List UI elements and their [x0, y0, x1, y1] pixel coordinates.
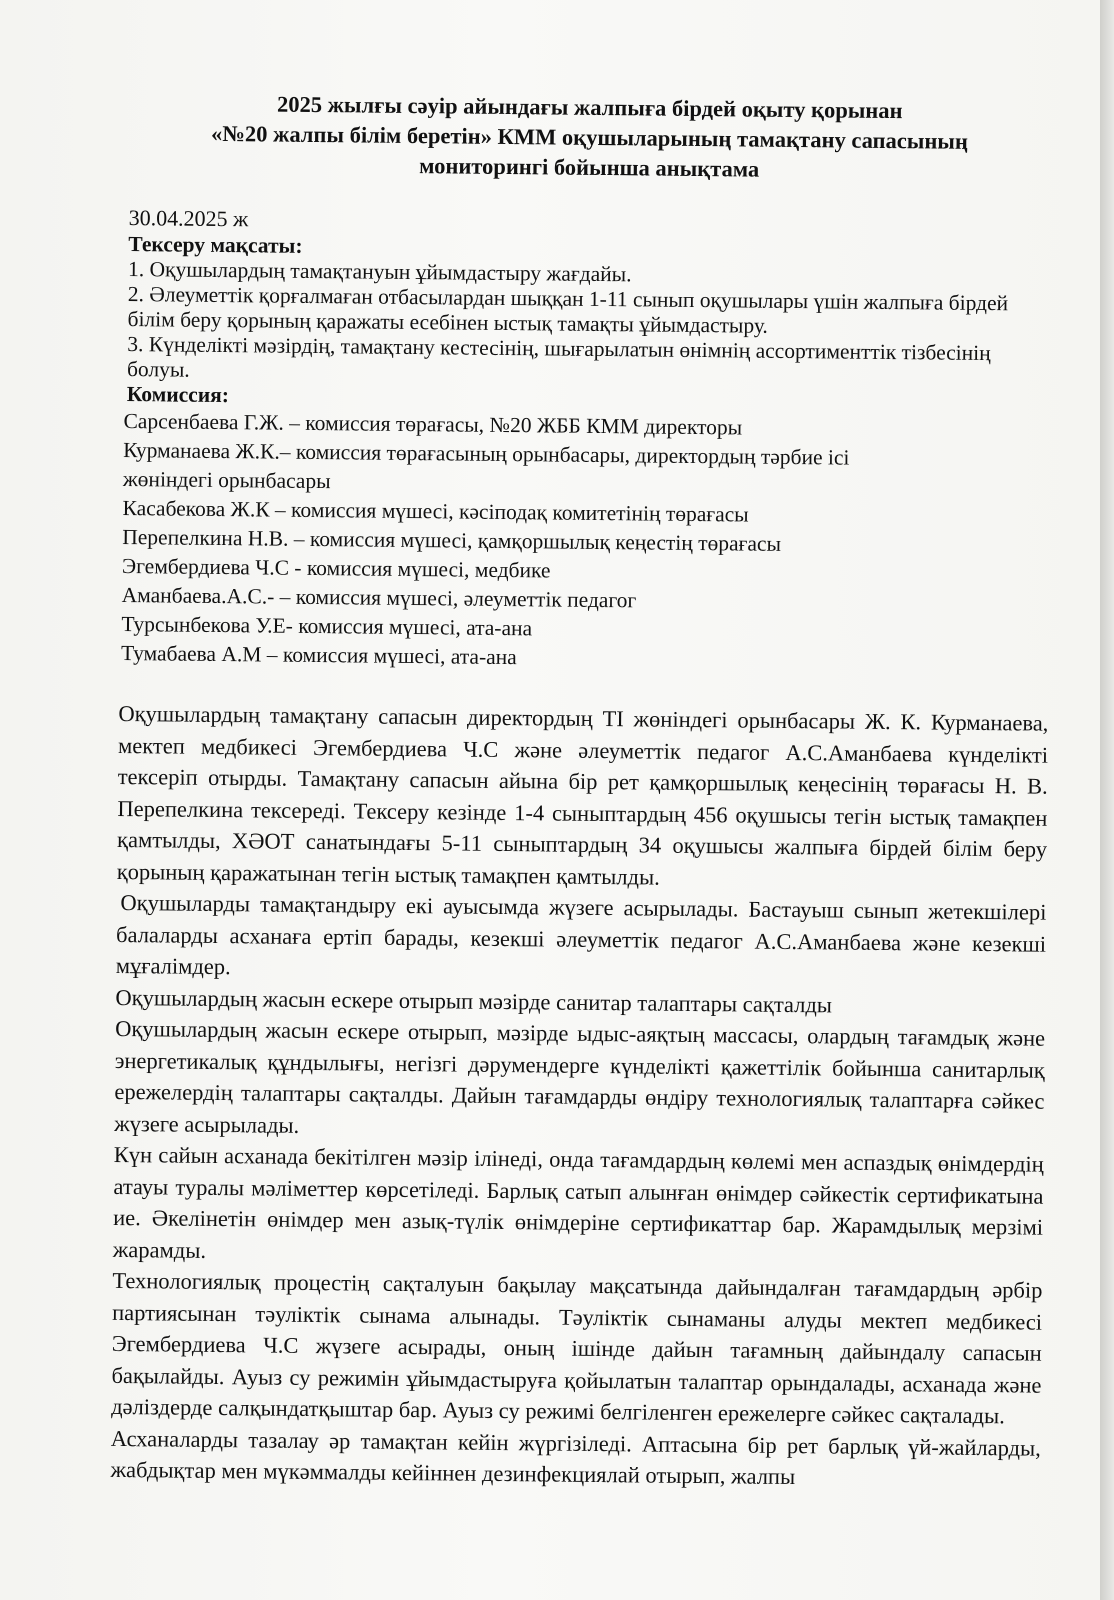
commission-member: Аманбаева.А.С.- – комиссия мүшесі, әлеуметтік педагог — [121, 582, 637, 613]
body-paragraph: Оқушыларды тамақтандыру екі ауысымда жүзеге асырылады. Бастауыш сынып жетекшілері балаларды асханаға ертіп барады, кезекші әлеуметтік педагог А.С.Аманбаева және кезекші мұғалімдер. — [115, 889, 1047, 980]
document-body — [110, 698, 1048, 1495]
commission-member: Турсынбекова У.Е- комиссия мүшесі, ата-ана — [121, 611, 533, 641]
document — [110, 88, 1055, 1495]
commission-heading: Комиссия: — [126, 382, 230, 408]
title-line: мониторингі бойынша анықтама — [419, 153, 760, 182]
title-line: 2025 жылғы сәуір айындағы жалпыға бірдей оқыту қорынан — [276, 91, 903, 124]
body-paragraph: Оқушылардың тамақтану сапасын директордың ТІ жөніндегі орынбасары Ж. К. Курманаева, мектеп медбикесі Эгембердиева Ч.С және әлеуметтік педагог А.С.Аманбаева күнделікті тексеріп отырды. Тамақтану сапасын айына бір рет қамқоршылық кеңесінің төрағасы Н. В. Перепелкина тексереді. Тексеру кезінде 1-4 сыныптардың 456 оқушысы тегін ыстық тамақпен қамтылды, ХӘОТ санатындағы 5-11 сыныптардың 34 оқушысы жалпыға бірдей білім беру қорының қаражатынан тегін ыстық тамақпен қамтылды. — [116, 700, 1049, 890]
purpose-item: 3. Күнделікті мәзірдің, тамақтану кестесінің, шығарылатын өнімнің ассортименттік тізбесінің болуы. — [126, 332, 991, 382]
purpose-item: 2. Әлеуметтік қорғалмаған отбасылардан шыққан 1-11 сынып оқушылары үшін жалпыға бірдей білім беру қорының қаражаты есебінен ыстық тамақты ұйымдастыру. — [127, 282, 1009, 338]
purpose-item: 1. Оқушылардың тамақтануын ұйымдастыру жағдайы. — [127, 257, 632, 287]
body-paragraph: Асханаларды тазалау әр тамақтан кейін жүргізіледі. Аптасына бір рет барлық үй-жайларды, жабдықтар мен мүкәммалды кейіннен дезинфекциялай отырып, жалпы — [110, 1425, 1041, 1490]
commission-member: Сарсенбаева Г.Ж. – комиссия төрағасы, №20 ЖББ КММ директоры — [123, 409, 743, 440]
commission-member: Касабекова Ж.К – комиссия мүшесі, кәсіподақ комитетінің төрағасы — [122, 495, 749, 527]
purpose-heading: Тексеру мақсаты: — [128, 232, 303, 258]
document-date: 30.04.2025 ж — [128, 205, 249, 232]
body-paragraph: Оқушылардың жасын ескере отырып, мәзірде ыдыс-аяқтың массасы, олардың тағамдық және энергетикалық құндылығы, негізгі дәрумендерге күнделікті қажеттілік бойынша санитарлық ережелердің талаптары сақталды. Дайын тағамдарды өндіру технологиялық талаптарға сәйкес жүзеге асырылады. — [114, 1015, 1046, 1138]
title-line: «№20 жалпы білім беретін» КММ оқушыларының тамақтану сапасының — [210, 120, 969, 154]
commission-member: Тумабаева А.М – комиссия мүшесі, ата-ана — [120, 640, 517, 670]
commission-member: Курманаева Ж.К.– комиссия төрағасының орынбасары, директордың тәрбие ісі — [123, 438, 850, 470]
body-paragraph: Оқушылардың жасын ескере отырып мәзірде санитар талаптары сақталды — [115, 984, 833, 1017]
commission-member: жөніндегі орынбасары — [122, 467, 331, 494]
body-paragraph: Технологиялық процестің сақталуын бақылау мақсатында дайындалған тағамдардың әрбір партиясынан тәуліктік сынама алынады. Тәуліктік сынаманы алуды мектеп медбикесі Эгембердиева Ч.С жүзеге асырады, оның ішінде дайын тағамның дайындалу сапасын бақылайды. Ауыз су режимін ұйымдастыруға қойылатын талаптар орындалады, асханада және дәліздерде салқындатқыштар бар. Ауыз су режимі белгіленген ережелерге сәйкес сақталады. — [111, 1267, 1043, 1429]
document-title — [124, 88, 1055, 188]
commission-member: Эгембердиева Ч.С - комиссия мүшесі, медбике — [121, 553, 551, 583]
commission-list — [121, 407, 1052, 678]
body-paragraph: Күн сайын асханада бекітілген мәзір ілінеді, онда тағамдардың көлемі мен аспаздық өнімдердің атауы туралы мәліметтер көрсетіледі. Барлық сатып алынған өнімдер сәйкестік сертификатына ие. Әкелінетін өнімдер мен азық-түлік өнімдеріне сертификаттар бар. Жарамдылық мерзімі жарамды. — [112, 1141, 1044, 1263]
commission-member: Перепелкина Н.В. – комиссия мүшесі, қамқоршылық кеңестің төрағасы — [122, 524, 782, 556]
background-surface — [1100, 0, 1114, 1600]
